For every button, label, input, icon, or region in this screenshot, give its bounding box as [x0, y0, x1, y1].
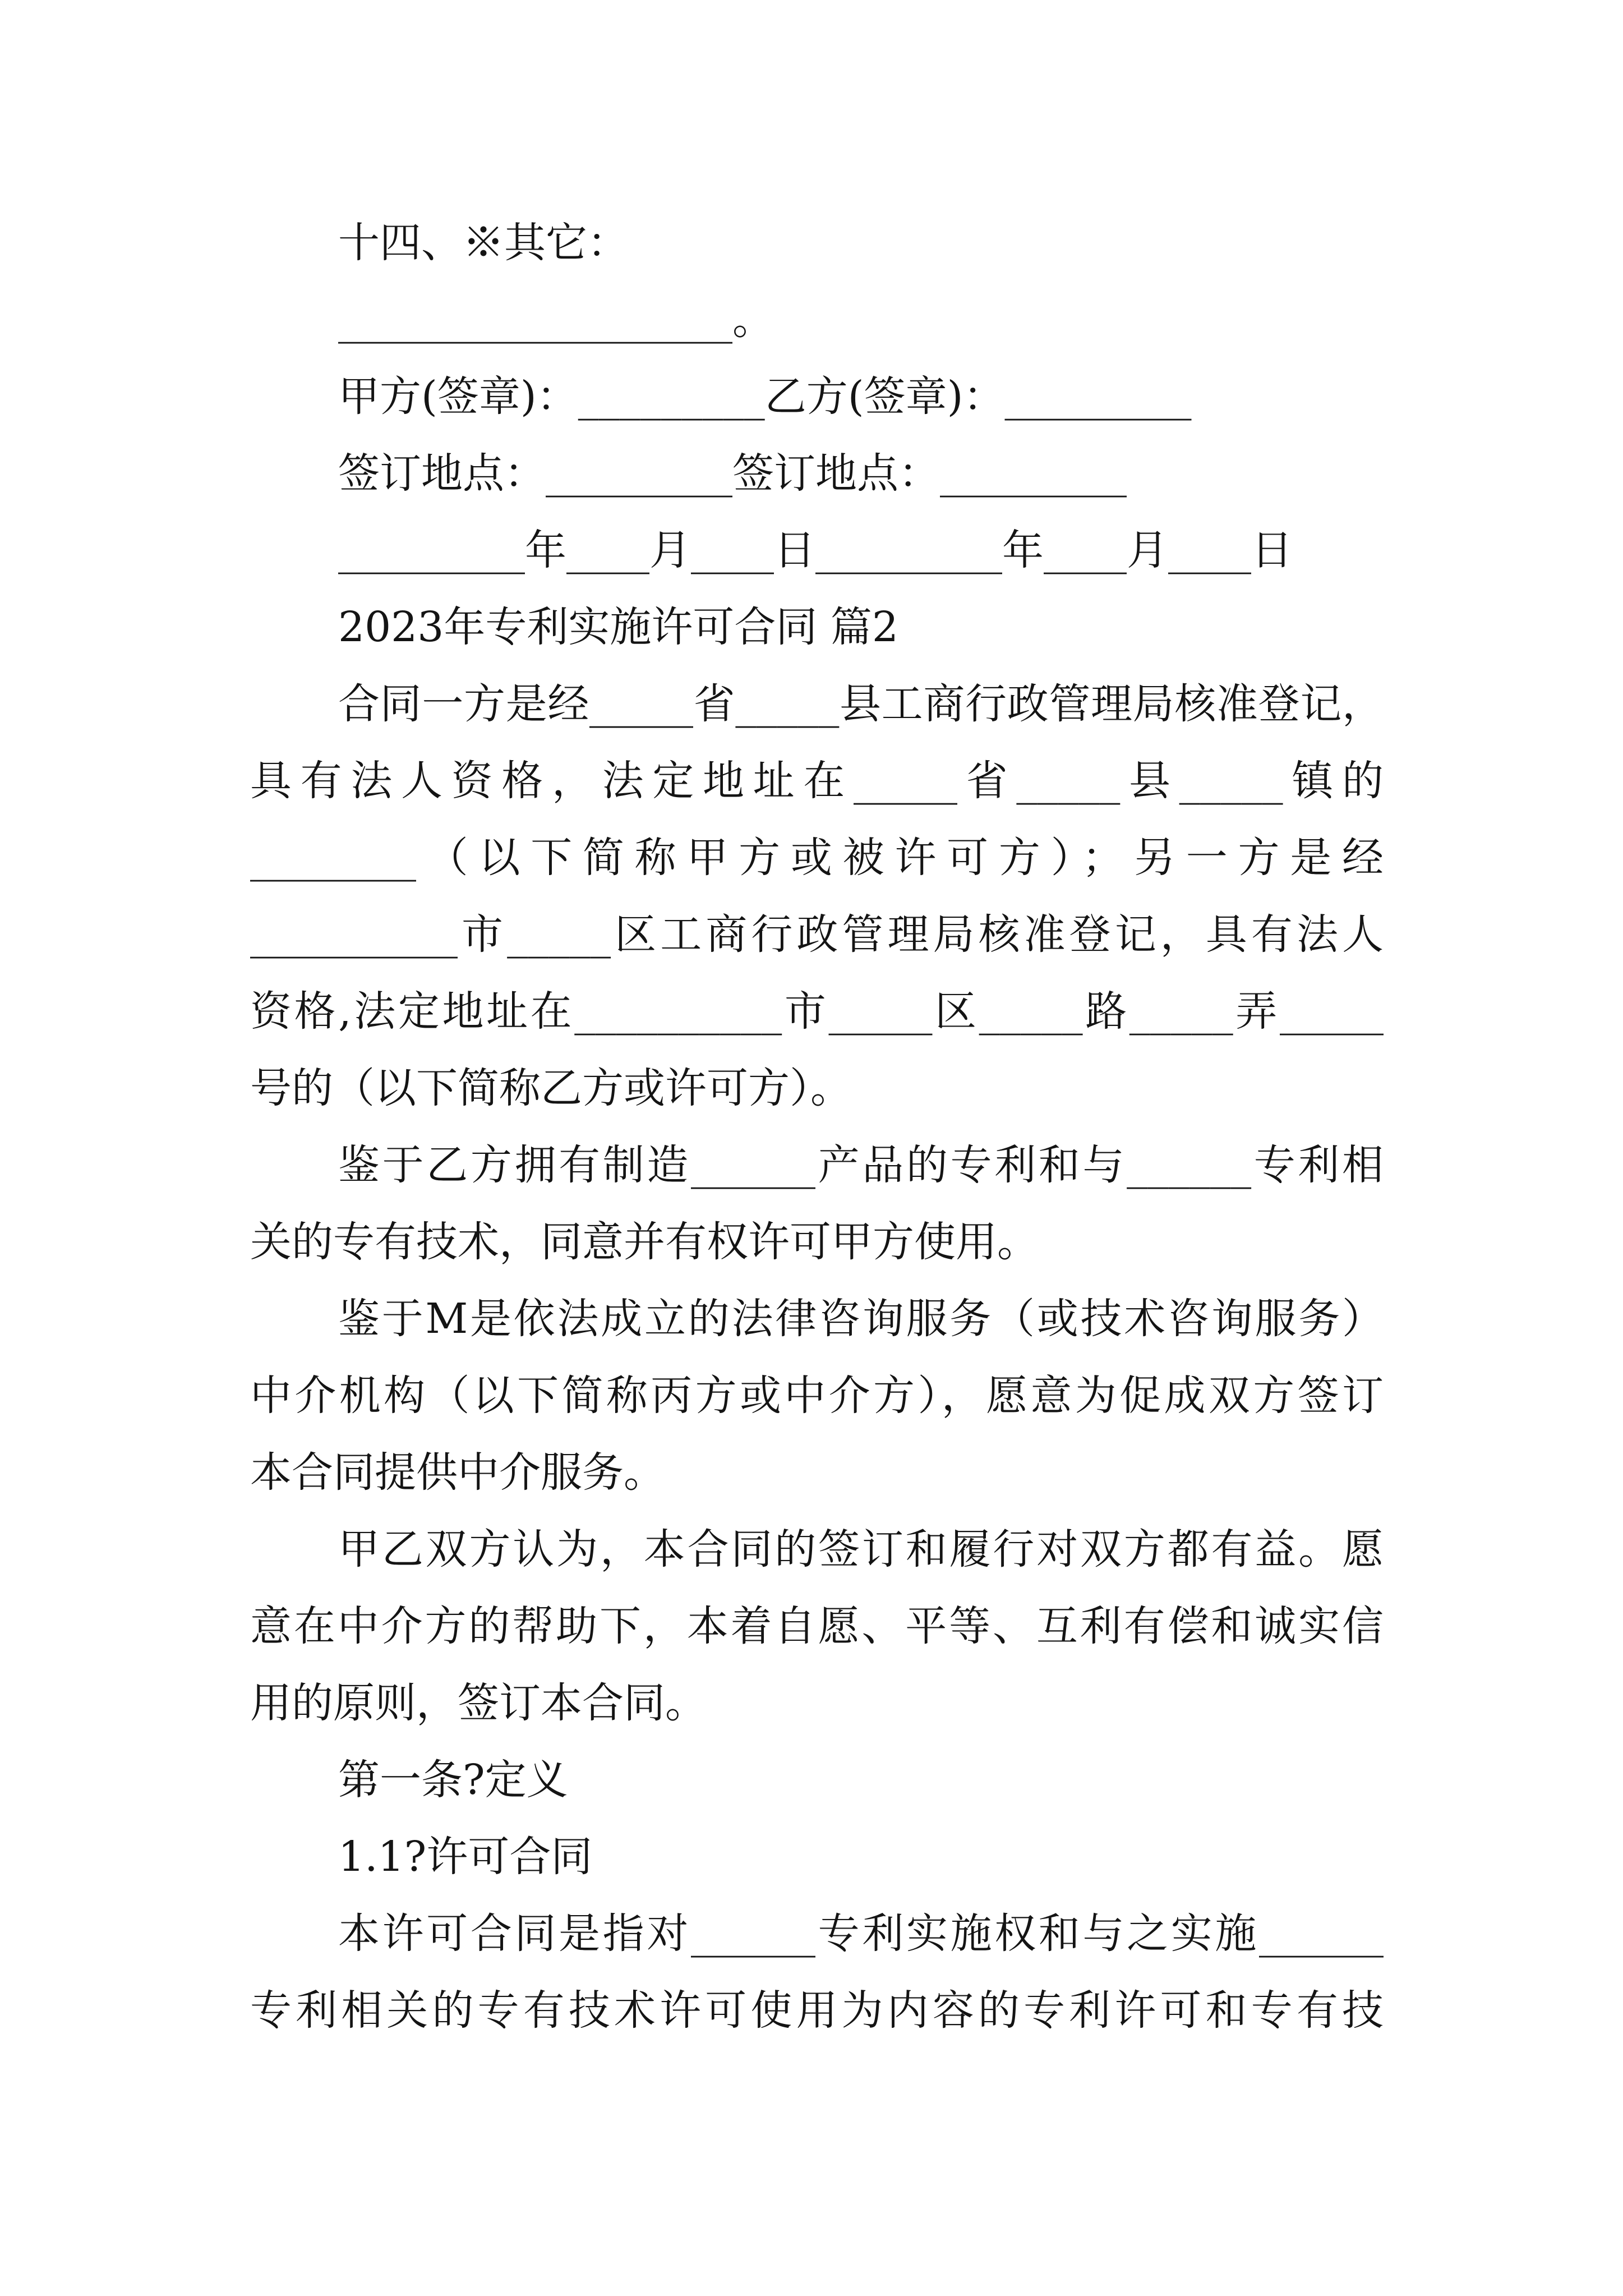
paragraph-line: 资格,法定地址在__________市_____区_____路_____弄_____	[250, 987, 1384, 1036]
paragraph-line: 中介机构（以下简称丙方或中介方），愿意为促成双方签订	[250, 1372, 1384, 1420]
paragraph-line: 本许可合同是指对______专利实施权和与之实施______	[338, 1910, 1384, 1958]
clause-14	[250, 205, 1384, 358]
paragraph-line: 鉴于乙方拥有制造______产品的专利和与______专利相	[338, 1141, 1384, 1189]
signature-block	[250, 358, 1384, 589]
article-1	[250, 1742, 1384, 2049]
paragraph-agreement	[250, 1511, 1384, 1742]
page-content	[250, 205, 1384, 2049]
paragraph-intermediary	[250, 1281, 1384, 1511]
paragraph-line: 甲乙双方认为，本合同的签订和履行对双方都有益。愿	[338, 1525, 1384, 1573]
blank-fill-line: ___________________。	[338, 296, 774, 344]
paragraph-line: 具有法人资格，法定地址在_____省_____县_____镇的	[250, 757, 1384, 805]
document-heading: 2023年专利实施许可合同 篇2	[338, 603, 898, 651]
paragraph-parties	[250, 666, 1384, 1127]
clause-title: 十四、※其它：	[338, 219, 629, 267]
signing-date-line: _________年____月____日_________年____月____日	[338, 526, 1293, 574]
paragraph-line: 号的（以下简称乙方或许可方）。	[250, 1064, 852, 1112]
signing-place-line: 签订地点：_________签订地点：_________	[338, 449, 1127, 498]
paragraph-line: 关的专有技术，同意并有权许可甲方使用。	[250, 1218, 1039, 1266]
subsection-title: 1.1?许可合同	[338, 1833, 593, 1881]
article-title: 第一条?定义	[338, 1756, 568, 1804]
paragraph-line: 专利相关的专有技术许可使用为内容的专利许可和专有技	[250, 1986, 1384, 2035]
paragraph-line: 本合同提供中介服务。	[250, 1448, 665, 1497]
paragraph-patent-owner	[250, 1127, 1384, 1281]
paragraph-line: 合同一方是经_____省_____县工商行政管理局核准登记，	[338, 680, 1384, 728]
signature-line: 甲方(签章)：_________乙方(签章)：_________	[338, 372, 1192, 421]
paragraph-line: __________市_____区工商行政管理局核准登记，具有法人	[250, 910, 1384, 959]
paragraph-line: 用的原则，签订本合同。	[250, 1679, 707, 1727]
paragraph-line: 意在中介方的帮助下，本着自愿、平等、互利有偿和诚实信	[250, 1602, 1384, 1650]
paragraph-line: 鉴于M是依法成立的法律咨询服务（或技术咨询服务）	[338, 1295, 1384, 1343]
paragraph-line: ________（以下简称甲方或被许可方）；另一方是经	[250, 834, 1384, 882]
